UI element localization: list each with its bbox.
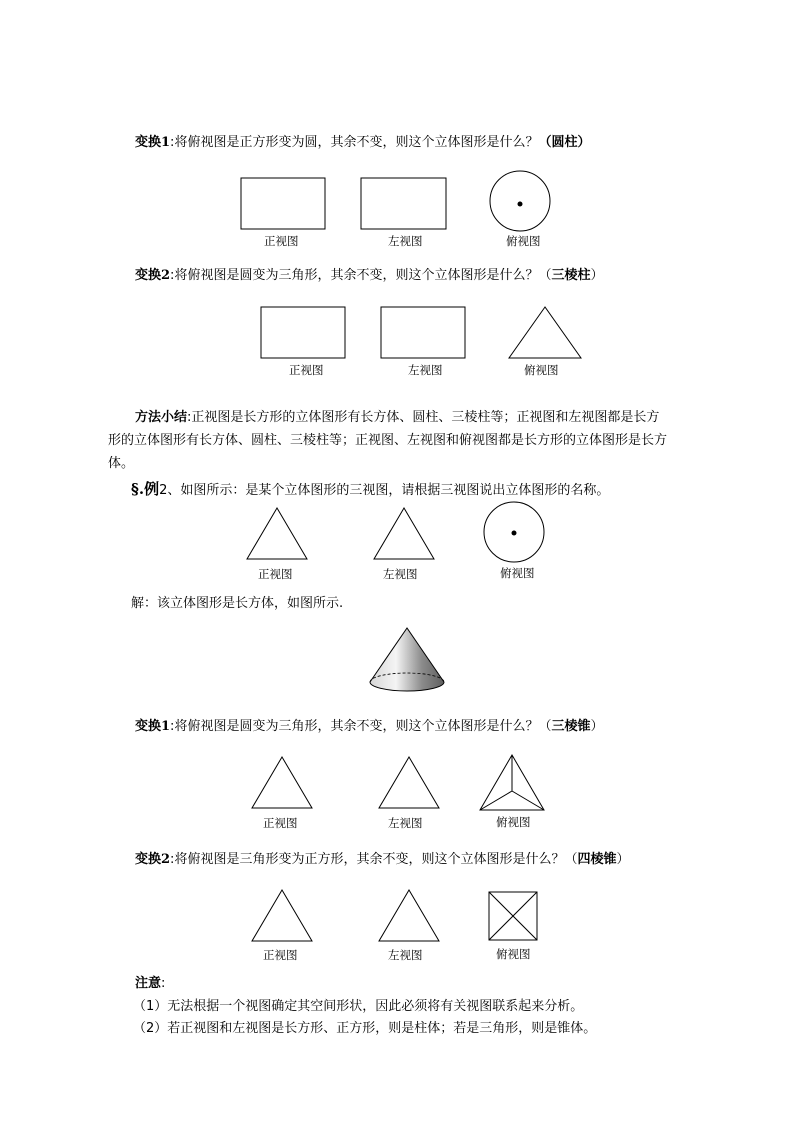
side-view-rectangle bbox=[361, 178, 446, 229]
question-text: 、如图所示：是某个立体图形的三视图，请根据三视图说出立体图形的名称。 bbox=[167, 483, 610, 498]
variation-3-question: 变换1:将俯视图是圆变为三角形，其余不变，则这个立体图形是什么？（三棱锥） bbox=[135, 719, 604, 734]
top-view-label: 俯视图 bbox=[496, 815, 531, 829]
top-view-square-with-diagonals bbox=[489, 892, 537, 940]
question-text: 将俯视图是正方形变为圆，其余不变，则这个立体图形是什么？ bbox=[174, 135, 539, 150]
top-view-label: 俯视图 bbox=[496, 947, 531, 961]
note-title: 注意: bbox=[135, 976, 166, 991]
top-view-triangle bbox=[509, 307, 581, 358]
variation-label: 变换2 bbox=[135, 268, 171, 283]
variation-label: 变换1 bbox=[135, 719, 171, 734]
variation-4-question: 变换2:将俯视图是三角形变为正方形，其余不变，则这个立体图形是什么？（四棱锥） bbox=[135, 852, 630, 867]
side-view-triangle bbox=[379, 757, 439, 808]
variation-2-question: 变换2:将俯视图是圆变为三角形，其余不变，则这个立体图形是什么？（三棱柱） bbox=[135, 268, 604, 283]
front-view-triangle bbox=[252, 890, 312, 941]
front-view-label: 正视图 bbox=[264, 234, 299, 248]
question-text: 将俯视图是圆变为三角形，其余不变，则这个立体图形是什么？（ bbox=[174, 719, 552, 734]
top-view-label: 俯视图 bbox=[500, 566, 535, 580]
note-item: （2）若正视图和左视图是长方形、正方形，则是柱体；若是三角形，则是锥体。 bbox=[133, 1021, 597, 1036]
variation-label: 变换2 bbox=[135, 852, 171, 867]
side-view-label: 左视图 bbox=[388, 816, 423, 830]
summary-line-3: 体。 bbox=[108, 456, 135, 471]
example-2-question: §.例2、如图所示：是某个立体图形的三视图，请根据三视图说出立体图形的名称。 bbox=[131, 480, 610, 498]
side-view-rectangle bbox=[381, 307, 465, 358]
top-view-label: 俯视图 bbox=[524, 363, 559, 377]
summary-line-1: 方法小结:正视图是长方形的立体图形有长方体、圆柱、三棱柱等；正视图和左视图都是长方 bbox=[135, 410, 660, 425]
top-view-triangle-with-apex-lines bbox=[480, 755, 544, 810]
solution-text: 解：该立体图形是长方体，如图所示. bbox=[131, 596, 344, 611]
center-dot bbox=[512, 531, 517, 536]
variation-1-question: 变换1:将俯视图是正方形变为圆，其余不变，则这个立体图形是什么？（圆柱） bbox=[135, 135, 591, 150]
question-text: 将俯视图是三角形变为正方形，其余不变，则这个立体图形是什么？（ bbox=[174, 852, 578, 867]
front-view-triangle bbox=[247, 508, 307, 559]
question-text: 将俯视图是圆变为三角形，其余不变，则这个立体图形是什么？（ bbox=[174, 268, 552, 283]
cone-illustration bbox=[370, 628, 444, 691]
front-view-label: 正视图 bbox=[263, 948, 298, 962]
summary-label: 方法小结 bbox=[135, 410, 188, 425]
front-view-rectangle bbox=[261, 307, 345, 358]
summary-line-2: 形的立体图形有长方体、圆柱、三棱柱等；正视图、左视图和俯视图都是长方形的立体图形是长方 bbox=[108, 433, 668, 448]
side-view-label: 左视图 bbox=[383, 567, 418, 581]
front-view-triangle bbox=[252, 757, 312, 808]
side-view-triangle bbox=[374, 508, 434, 559]
answer: （圆柱） bbox=[538, 135, 591, 150]
side-view-triangle bbox=[379, 890, 439, 941]
front-view-label: 正视图 bbox=[289, 363, 324, 377]
variation-label: 变换1 bbox=[135, 135, 171, 150]
front-view-label: 正视图 bbox=[258, 567, 293, 581]
top-view-label: 俯视图 bbox=[506, 234, 541, 248]
side-view-label: 左视图 bbox=[388, 234, 423, 248]
side-view-label: 左视图 bbox=[408, 363, 443, 377]
answer: 三棱柱 bbox=[551, 268, 591, 283]
front-view-rectangle bbox=[241, 178, 325, 229]
center-dot bbox=[518, 202, 523, 207]
answer: 四棱锥 bbox=[577, 852, 617, 867]
side-view-label: 左视图 bbox=[388, 948, 423, 962]
example-label: §.例 bbox=[131, 480, 160, 498]
note-item: （1）无法根据一个视图确定其空间形状，因此必须将有关视图联系起来分析。 bbox=[133, 999, 584, 1014]
front-view-label: 正视图 bbox=[263, 816, 298, 830]
answer: 三棱锥 bbox=[551, 719, 591, 734]
top-view-circle bbox=[490, 171, 550, 231]
